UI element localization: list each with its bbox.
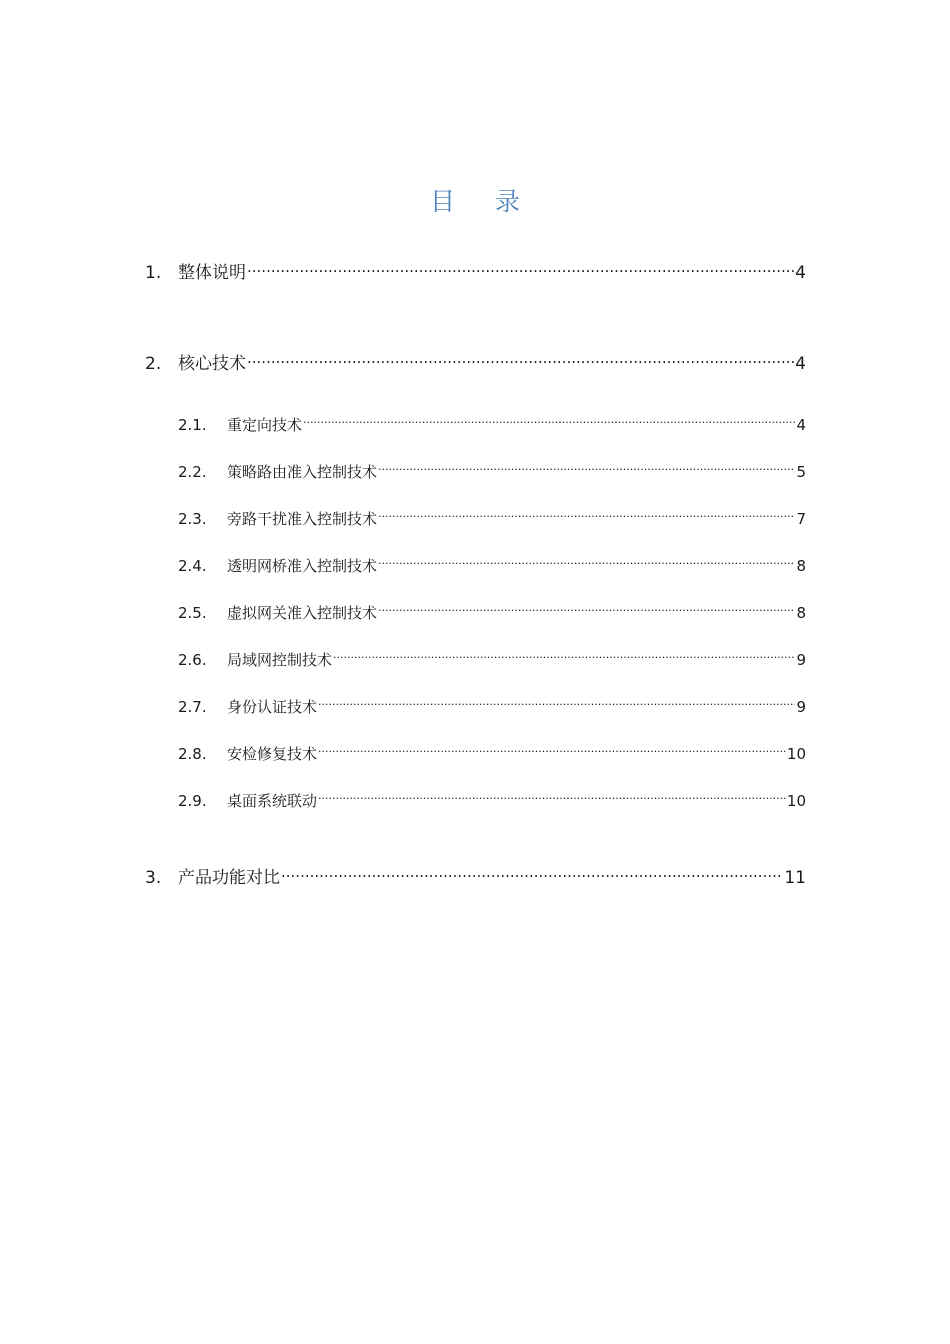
toc-entry-page: 9 (796, 698, 806, 716)
toc-entry-number: 2. (145, 354, 162, 374)
toc-entry-label: 身份认证技术 (227, 698, 318, 716)
toc-entry-label: 整体说明 (178, 263, 246, 283)
toc-entry-page: 8 (796, 604, 806, 622)
toc-entry-number: 2.9. (178, 792, 207, 810)
toc-entry-number: 2.1. (178, 416, 207, 434)
toc-entry-label: 重定向技术 (227, 416, 303, 434)
toc-entry-label: 虚拟网关准入控制技术 (227, 604, 378, 622)
dot-leader (318, 791, 786, 806)
toc-entry-number: 2.6. (178, 651, 207, 669)
toc-entry-2-1[interactable] (178, 415, 806, 435)
toc-entry-number: 2.3. (178, 510, 207, 528)
toc-entry-page: 10 (786, 745, 806, 763)
toc-entry-1[interactable] (145, 261, 806, 284)
toc-entry-2-8[interactable] (178, 744, 806, 764)
dot-leader (378, 509, 795, 524)
toc-entry-number: 2.8. (178, 745, 207, 763)
toc-entry-number: 2.7. (178, 698, 207, 716)
toc-entry-page: 11 (784, 868, 806, 888)
toc-entry-page: 5 (796, 463, 806, 481)
toc-entry-label: 策略路由准入控制技术 (227, 463, 378, 481)
toc-entry-2-7[interactable] (178, 697, 806, 717)
toc-entry-2-4[interactable] (178, 556, 806, 576)
toc-entry-page: 4 (795, 354, 806, 374)
dot-leader (378, 462, 795, 477)
toc-entry-label: 产品功能对比 (178, 868, 280, 888)
toc-entry-label: 核心技术 (178, 354, 246, 374)
toc-entry-page: 4 (796, 416, 806, 434)
dot-leader (378, 556, 795, 571)
toc-entry-label: 桌面系统联动 (227, 792, 318, 810)
toc-entry-number: 2.4. (178, 557, 207, 575)
toc-entry-page: 9 (796, 651, 806, 669)
dot-leader (378, 603, 795, 618)
toc-entry-label: 透明网桥准入控制技术 (227, 557, 378, 575)
dot-leader (318, 744, 786, 759)
toc-entry-number: 2.5. (178, 604, 207, 622)
toc-entry-2-2[interactable] (178, 462, 806, 482)
dot-leader (318, 697, 795, 712)
toc-title: 目 录 (430, 187, 536, 216)
toc-entry-page: 10 (786, 792, 806, 810)
toc-entry-2-9[interactable] (178, 791, 806, 811)
toc-entry-2-6[interactable] (178, 650, 806, 670)
toc-entry-page: 4 (795, 263, 806, 283)
dot-leader (247, 352, 794, 369)
dot-leader (281, 866, 783, 883)
toc-entry-number: 3. (145, 868, 162, 888)
toc-entry-label: 安检修复技术 (227, 745, 318, 763)
dot-leader (247, 261, 794, 278)
toc-entry-3[interactable] (145, 866, 806, 889)
toc-entry-2[interactable] (145, 352, 806, 375)
toc-entry-label: 旁路干扰准入控制技术 (227, 510, 378, 528)
toc-entry-page: 7 (796, 510, 806, 528)
dot-leader (333, 650, 795, 665)
toc-entry-label: 局域网控制技术 (227, 651, 333, 669)
toc-entry-page: 8 (796, 557, 806, 575)
dot-leader (303, 415, 795, 430)
toc-entry-number: 2.2. (178, 463, 207, 481)
toc-entry-number: 1. (145, 263, 162, 283)
toc-entry-2-3[interactable] (178, 509, 806, 529)
toc-entry-2-5[interactable] (178, 603, 806, 623)
